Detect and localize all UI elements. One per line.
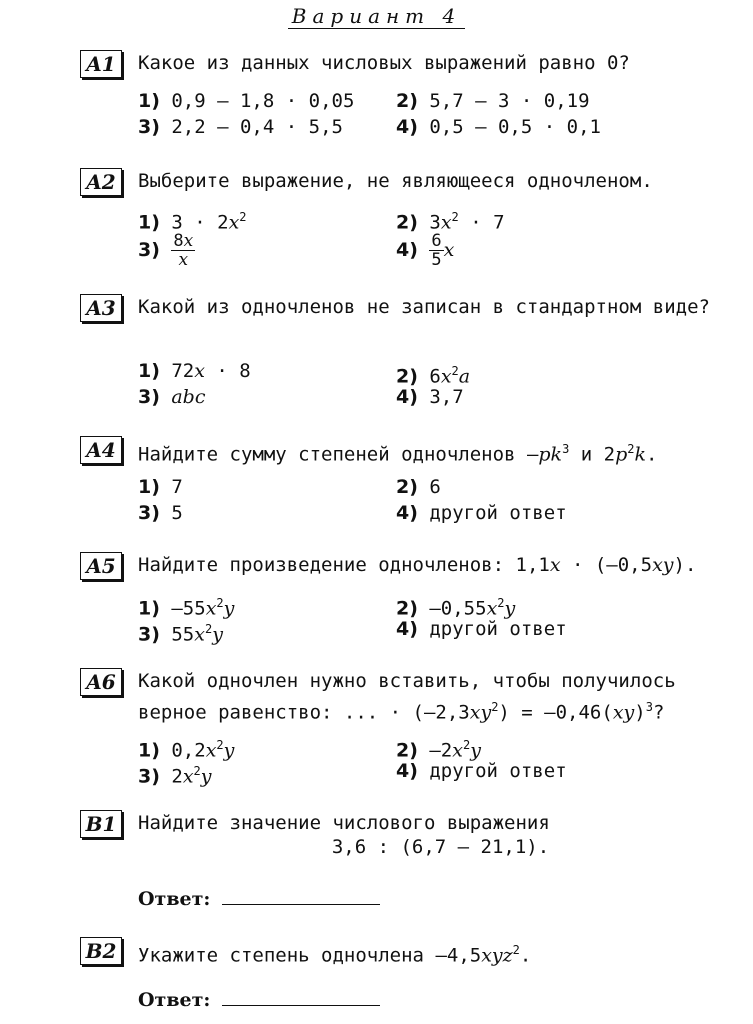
task-question: Выберите выражение, не являющееся одночленом. (138, 170, 653, 192)
task-question: Какой одночлен нужно вставить, чтобы получилось (138, 670, 676, 692)
task-question: Какое из данных числовых выражений равно 0? (138, 52, 630, 74)
answer-row: Ответ: (138, 888, 380, 910)
task-question: Найдите сумму степеней одночленов $-pk^3$ и $2p^2k$. (138, 442, 658, 466)
option-1[interactable]: 1) $0,2x^2y$ (138, 738, 235, 762)
task-question-line2: верное равенство: ... · $(-2,3xy^2) = -0,46(xy)^3$? (138, 700, 665, 724)
option-4[interactable]: 4) другой ответ (396, 618, 567, 640)
variant-title: Вариант 4 (0, 4, 753, 28)
option-2[interactable]: 2) $6x^2a$ (396, 364, 471, 388)
option-3[interactable]: 3) $2x^2y$ (138, 764, 212, 788)
option-4[interactable]: 4) $\frac{6}{5}$ x (396, 231, 455, 270)
task-label: A3 (80, 294, 122, 322)
option-3[interactable]: 3) $\frac{8x}{x}$ (138, 231, 194, 270)
option-2[interactable]: 2) $3x^2 \cdot 7$ (396, 210, 505, 234)
task-label: B2 (80, 937, 122, 965)
task-question: Найдите произведение одночленов: 1,1x · (–0,5xy). (138, 554, 697, 576)
task-label: A4 (80, 436, 122, 464)
task-label: A2 (80, 168, 122, 196)
option-3[interactable]: 3) abc (138, 386, 206, 408)
task-question: Какой из одночленов не записан в стандартном виде? (138, 296, 710, 318)
option-4[interactable]: 4) другой ответ (396, 502, 567, 524)
option-3[interactable]: 3) $55x^2y$ (138, 622, 223, 646)
answer-row: Ответ: (138, 989, 380, 1011)
task-question: Укажите степень одночлена –4,5xyz$^2$. (138, 943, 532, 967)
task-label: A6 (80, 668, 122, 696)
task-label: A1 (80, 50, 122, 78)
task-question: Найдите значение числового выражения (138, 812, 550, 834)
task-label: A5 (80, 552, 122, 580)
option-1[interactable]: 1) 0,9 – 1,8 · 0,05 (138, 90, 355, 112)
option-2[interactable]: 2) 5,7 – 3 · 0,19 (396, 90, 590, 112)
option-1[interactable]: 1) $-55x^2y$ (138, 596, 235, 620)
option-2[interactable]: 2) $-2x^2y$ (396, 738, 481, 762)
answer-field[interactable] (222, 1005, 380, 1006)
option-4[interactable]: 4) другой ответ (396, 760, 567, 782)
option-2[interactable]: 2) 6 (396, 476, 441, 498)
answer-field[interactable] (222, 904, 380, 905)
option-4[interactable]: 4) 3,7 (396, 386, 464, 408)
option-4[interactable]: 4) 0,5 – 0,5 · 0,1 (396, 116, 601, 138)
option-2[interactable]: 2) $-0,55x^2y$ (396, 596, 516, 620)
option-3[interactable]: 3) 2,2 – 0,4 · 5,5 (138, 116, 343, 138)
task-label: B1 (80, 810, 122, 838)
option-1[interactable]: 1) $3 \cdot 2x^2$ (138, 210, 247, 234)
numeric-expression: 3,6 : (6,7 – 21,1). (331, 836, 550, 858)
option-1[interactable]: 1) 72x · 8 (138, 360, 251, 382)
option-3[interactable]: 3) 5 (138, 502, 183, 524)
option-1[interactable]: 1) 7 (138, 476, 183, 498)
